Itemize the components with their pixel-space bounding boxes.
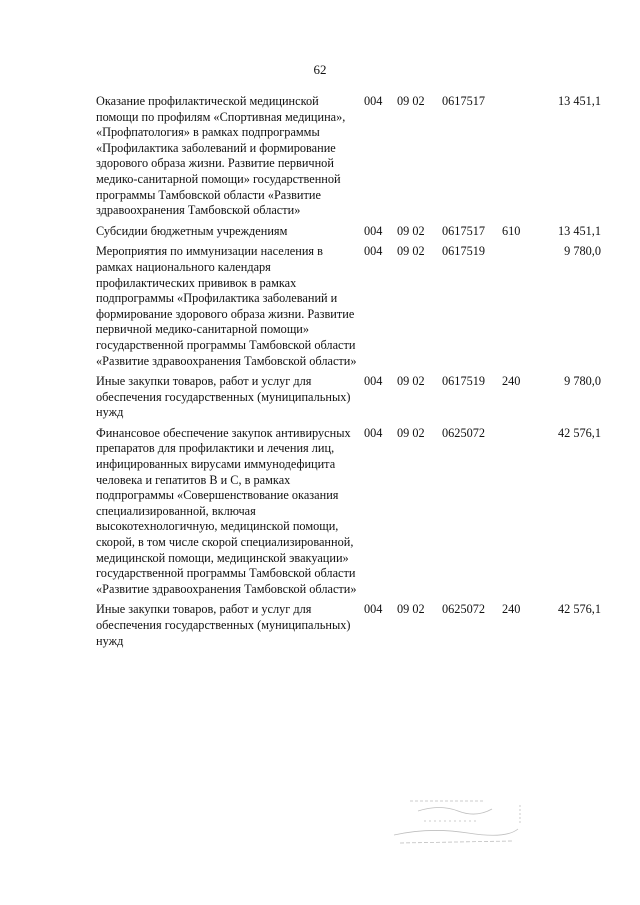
row-description: Субсидии бюджетным учреждениям [96, 223, 288, 238]
section-code: 09 02 [397, 374, 425, 389]
table-row [0, 426, 640, 598]
page-number: 62 [313, 62, 327, 77]
row-description: Оказание профилактической медицинской помощи по профилям «Спортивная медицина», «Профпатология» в рамках подпрограммы «Профилактика заболеваний и формирование здорового образа жизни. Развитие первичной медико-санитарной помощи» государственной программы Тамбовской области «Развитие здравоохранения Тамбовской области» [96, 94, 346, 218]
expense-type-code: 240 [502, 602, 521, 617]
target-article-code: 0625072 [442, 602, 486, 617]
section-code: 09 02 [397, 94, 425, 108]
ministry-code: 004 [364, 425, 383, 440]
section-code: 09 02 [397, 223, 425, 238]
table-row [0, 374, 640, 421]
target-article-code: 0617519 [442, 244, 486, 259]
ministry-code: 004 [364, 244, 383, 259]
section-code: 09 02 [397, 602, 425, 617]
faint-stamp-mark [380, 795, 528, 853]
row-description: Мероприятия по иммунизации населения в рамках национального календаря профилактических прививок в рамках подпрограммы «Профилактика заболеваний и формирование здорового образа жизни. Развитие первичной медико-санитарной помощи» государственной программы Тамбовской области «Развитие здравоохранения Тамбовской области» [96, 244, 357, 368]
table-row [0, 94, 640, 219]
expense-type-code: 610 [502, 223, 521, 238]
target-article-code: 0617517 [442, 94, 486, 108]
amount: 13 451,1 [557, 223, 601, 238]
row-description: Иные закупки товаров, работ и услуг для обеспечения государственных (муниципальных) нужд [96, 374, 351, 420]
table-row [0, 602, 640, 649]
ministry-code: 004 [364, 94, 383, 108]
amount: 13 451,1 [557, 94, 601, 108]
table-row [0, 224, 640, 240]
ministry-code: 004 [364, 223, 383, 238]
target-article-code: 0617517 [442, 223, 486, 238]
amount: 9 780,0 [564, 244, 601, 259]
amount: 42 576,1 [557, 425, 601, 440]
section-code: 09 02 [397, 244, 425, 259]
row-description: Финансовое обеспечение закупок антивирусных препаратов для профилактики и лечения лиц, инфицированных вирусами иммунодефицита человека и гепатитов В и С, в рамках подпрограммы «Совершенствование оказания специализированной, включая высокотехнологичную, медицинской помощи, скорой, в том числе скорой специализированной, медицинской помощи, медицинской эвакуации» государственной программы Тамбовской области «Развитие здравоохранения Тамбовской области» [96, 425, 357, 596]
target-article-code: 0625072 [442, 425, 486, 440]
table-row [0, 244, 640, 369]
budget-table [0, 94, 640, 654]
amount: 9 780,0 [564, 374, 601, 389]
section-code: 09 02 [397, 425, 425, 440]
target-article-code: 0617519 [442, 374, 486, 389]
expense-type-code: 240 [502, 374, 521, 389]
row-description: Иные закупки товаров, работ и услуг для обеспечения государственных (муниципальных) нужд [96, 602, 351, 648]
amount: 42 576,1 [557, 602, 601, 617]
ministry-code: 004 [364, 374, 383, 389]
ministry-code: 004 [364, 602, 383, 617]
